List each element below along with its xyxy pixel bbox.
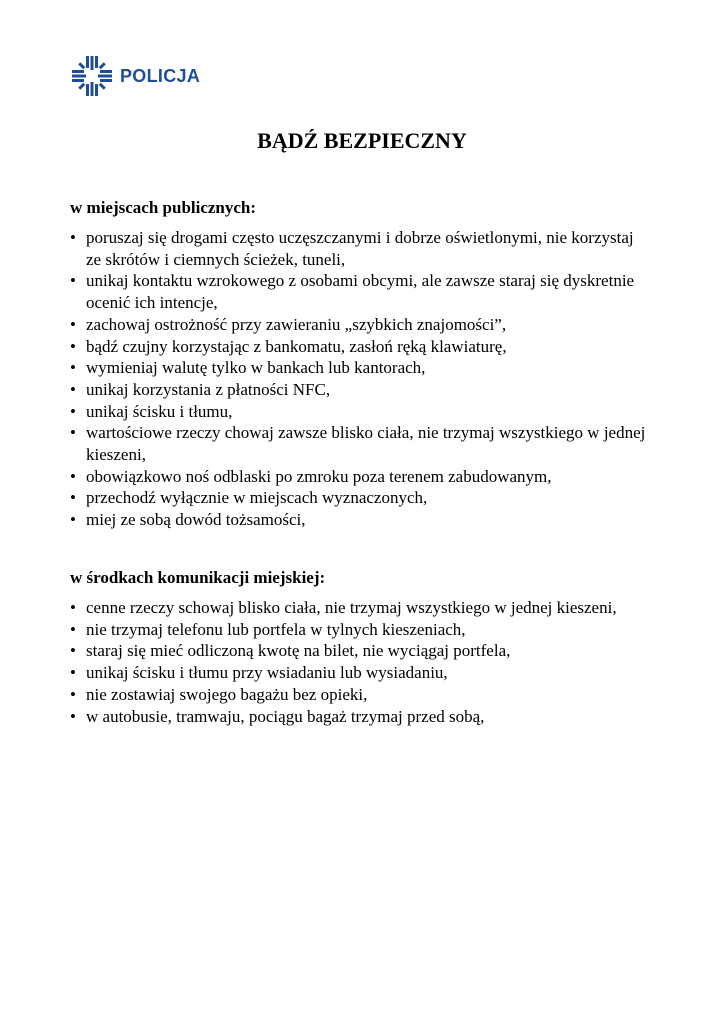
list-item: • unikaj ścisku i tłumu przy wsiadaniu lub wysiadaniu,	[70, 662, 650, 684]
list-item: • miej ze sobą dowód tożsamości,	[70, 509, 650, 531]
list-item: • unikaj ścisku i tłumu,	[70, 401, 650, 423]
section-public-transport	[70, 567, 650, 727]
section-heading: w środkach komunikacji miejskiej:	[70, 568, 326, 587]
list-item: • w autobusie, tramwaju, pociągu bagaż trzymaj przed sobą,	[70, 706, 650, 728]
list-item: • staraj się mieć odliczoną kwotę na bilet, nie wyciągaj portfela,	[70, 640, 650, 662]
list-item: • obowiązkowo noś odblaski po zmroku poza terenem zabudowanym,	[70, 466, 650, 488]
list-item: • poruszaj się drogami często uczęszczanymi i dobrze oświetlonymi, nie korzystaj ze skrótów i ciemnych ścieżek, tuneli,	[70, 227, 650, 270]
section-heading: w miejscach publicznych:	[70, 198, 257, 217]
section-public-places	[70, 197, 650, 531]
page-title: BĄDŹ BEZPIECZNY	[257, 128, 467, 153]
police-logo	[72, 56, 200, 96]
list-item: • nie trzymaj telefonu lub portfela w tylnych kieszeniach,	[70, 619, 650, 641]
list-item: • cenne rzeczy schowaj blisko ciała, nie trzymaj wszystkiego w jednej kieszeni,	[70, 597, 650, 619]
list-item: • unikaj korzystania z płatności NFC,	[70, 379, 650, 401]
list-item: • wartościowe rzeczy chowaj zawsze blisko ciała, nie trzymaj wszystkiego w jednej kieszeni,	[70, 422, 650, 465]
list-item: • bądź czujny korzystając z bankomatu, zasłoń ręką klawiaturę,	[70, 336, 650, 358]
logo-text: POLICJA	[120, 65, 201, 86]
list-item: • wymieniaj walutę tylko w bankach lub kantorach,	[70, 357, 650, 379]
tips-list	[70, 597, 650, 727]
police-star-icon	[72, 56, 112, 96]
list-item: • nie zostawiaj swojego bagażu bez opieki,	[70, 684, 650, 706]
list-item: • zachowaj ostrożność przy zawieraniu „szybkich znajomości”,	[70, 314, 650, 336]
list-item: • unikaj kontaktu wzrokowego z osobami obcymi, ale zawsze staraj się dyskretnie ocenić ich intencje,	[70, 270, 650, 313]
list-item: • przechodź wyłącznie w miejscach wyznaczonych,	[70, 487, 650, 509]
tips-list	[70, 227, 650, 531]
